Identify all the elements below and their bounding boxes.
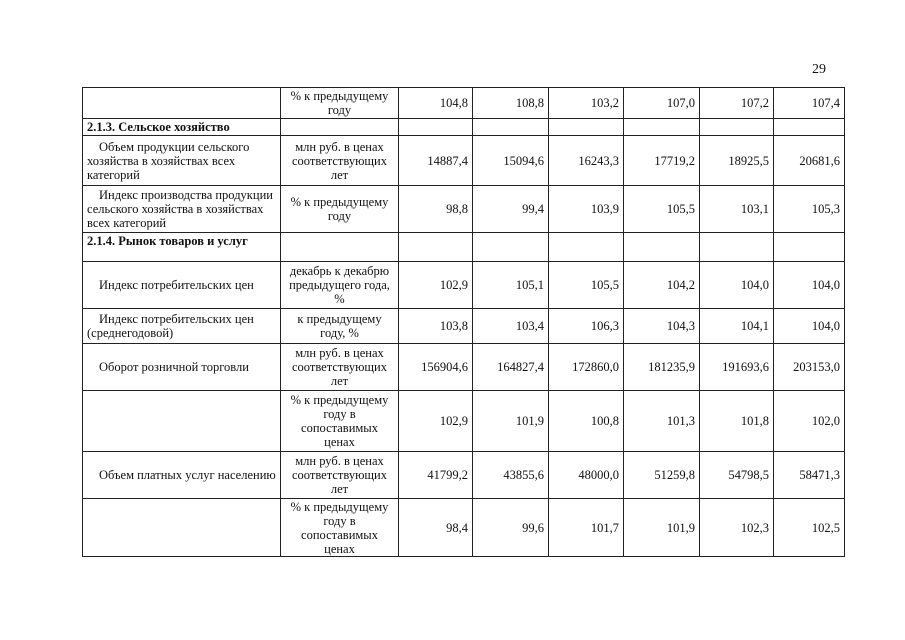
value-cell: 106,3 (549, 309, 624, 344)
value-cell: 104,0 (774, 309, 845, 344)
value-cell: 99,6 (473, 499, 549, 557)
value-cell: 156904,6 (399, 344, 473, 391)
table-row (83, 344, 845, 391)
value-cell: 108,8 (473, 88, 549, 119)
value-cell: 104,3 (624, 309, 700, 344)
value-cell: 99,4 (473, 186, 549, 233)
empty-cell (624, 119, 700, 136)
value-cell: 15094,6 (473, 136, 549, 186)
section-title: 2.1.3. Сельское хозяйство (83, 119, 281, 136)
unit-cell: млн руб. в ценах соответствующих лет (281, 344, 399, 391)
value-cell: 51259,8 (624, 452, 700, 499)
value-cell: 191693,6 (700, 344, 774, 391)
empty-cell (473, 233, 549, 262)
table-row (83, 499, 845, 557)
value-cell: 48000,0 (549, 452, 624, 499)
value-cell: 203153,0 (774, 344, 845, 391)
value-cell: 103,8 (399, 309, 473, 344)
unit-cell: % к предыдущему году в сопоставимых ценах (281, 499, 399, 557)
table-row (83, 391, 845, 452)
value-cell: 54798,5 (700, 452, 774, 499)
empty-cell (774, 119, 845, 136)
value-cell: 103,1 (700, 186, 774, 233)
empty-cell (281, 233, 399, 262)
value-cell: 101,9 (473, 391, 549, 452)
value-cell: 105,3 (774, 186, 845, 233)
unit-cell: декабрь к декабрю предыдущего года, % (281, 262, 399, 309)
unit-cell: млн руб. в ценах соответствующих лет (281, 136, 399, 186)
value-cell: 104,2 (624, 262, 700, 309)
value-cell: 98,4 (399, 499, 473, 557)
value-cell: 102,3 (700, 499, 774, 557)
section-row (83, 233, 845, 262)
value-cell: 104,0 (700, 262, 774, 309)
empty-cell (281, 119, 399, 136)
value-cell: 17719,2 (624, 136, 700, 186)
unit-cell: млн руб. в ценах соответствующих лет (281, 452, 399, 499)
value-cell: 103,2 (549, 88, 624, 119)
indicator-cell (83, 88, 281, 119)
empty-cell (399, 233, 473, 262)
value-cell: 104,1 (700, 309, 774, 344)
value-cell: 103,9 (549, 186, 624, 233)
section-title: 2.1.4. Рынок товаров и услуг (83, 233, 281, 262)
page-number: 29 (812, 62, 826, 77)
value-cell: 98,8 (399, 186, 473, 233)
value-cell: 101,7 (549, 499, 624, 557)
indicator-cell (83, 391, 281, 452)
table-row (83, 136, 845, 186)
empty-cell (399, 119, 473, 136)
value-cell: 102,5 (774, 499, 845, 557)
value-cell: 14887,4 (399, 136, 473, 186)
empty-cell (473, 119, 549, 136)
value-cell: 41799,2 (399, 452, 473, 499)
value-cell: 105,5 (549, 262, 624, 309)
unit-cell: к предыдущему году, % (281, 309, 399, 344)
empty-cell (549, 119, 624, 136)
value-cell: 18925,5 (700, 136, 774, 186)
value-cell: 107,2 (700, 88, 774, 119)
indicator-cell: Индекс потребительских цен (среднегодовой) (83, 309, 281, 344)
value-cell: 107,0 (624, 88, 700, 119)
indicator-cell: Индекс потребительских цен (83, 262, 281, 309)
value-cell: 101,8 (700, 391, 774, 452)
value-cell: 16243,3 (549, 136, 624, 186)
value-cell: 105,5 (624, 186, 700, 233)
empty-cell (549, 233, 624, 262)
section-row (83, 119, 845, 136)
table-row (83, 262, 845, 309)
empty-cell (700, 119, 774, 136)
indicators-table (82, 87, 845, 557)
table-row (83, 88, 845, 119)
value-cell: 103,4 (473, 309, 549, 344)
unit-cell: % к предыдущему году (281, 88, 399, 119)
indicator-cell: Объем платных услуг населению (83, 452, 281, 499)
empty-cell (774, 233, 845, 262)
value-cell: 43855,6 (473, 452, 549, 499)
unit-cell: % к предыдущему году в сопоставимых ценах (281, 391, 399, 452)
value-cell: 105,1 (473, 262, 549, 309)
empty-cell (700, 233, 774, 262)
value-cell: 102,0 (774, 391, 845, 452)
indicator-cell: Оборот розничной торговли (83, 344, 281, 391)
table-row (83, 309, 845, 344)
indicator-cell: Индекс производства продукции сельского хозяйства в хозяйствах всех категорий (83, 186, 281, 233)
value-cell: 164827,4 (473, 344, 549, 391)
value-cell: 101,3 (624, 391, 700, 452)
value-cell: 181235,9 (624, 344, 700, 391)
value-cell: 104,0 (774, 262, 845, 309)
value-cell: 100,8 (549, 391, 624, 452)
value-cell: 107,4 (774, 88, 845, 119)
value-cell: 20681,6 (774, 136, 845, 186)
value-cell: 101,9 (624, 499, 700, 557)
indicator-cell: Объем продукции сельского хозяйства в хозяйствах всех категорий (83, 136, 281, 186)
indicator-cell (83, 499, 281, 557)
table-row (83, 452, 845, 499)
unit-cell: % к предыдущему году (281, 186, 399, 233)
value-cell: 104,8 (399, 88, 473, 119)
empty-cell (624, 233, 700, 262)
value-cell: 58471,3 (774, 452, 845, 499)
value-cell: 172860,0 (549, 344, 624, 391)
value-cell: 102,9 (399, 262, 473, 309)
table-row (83, 186, 845, 233)
value-cell: 102,9 (399, 391, 473, 452)
